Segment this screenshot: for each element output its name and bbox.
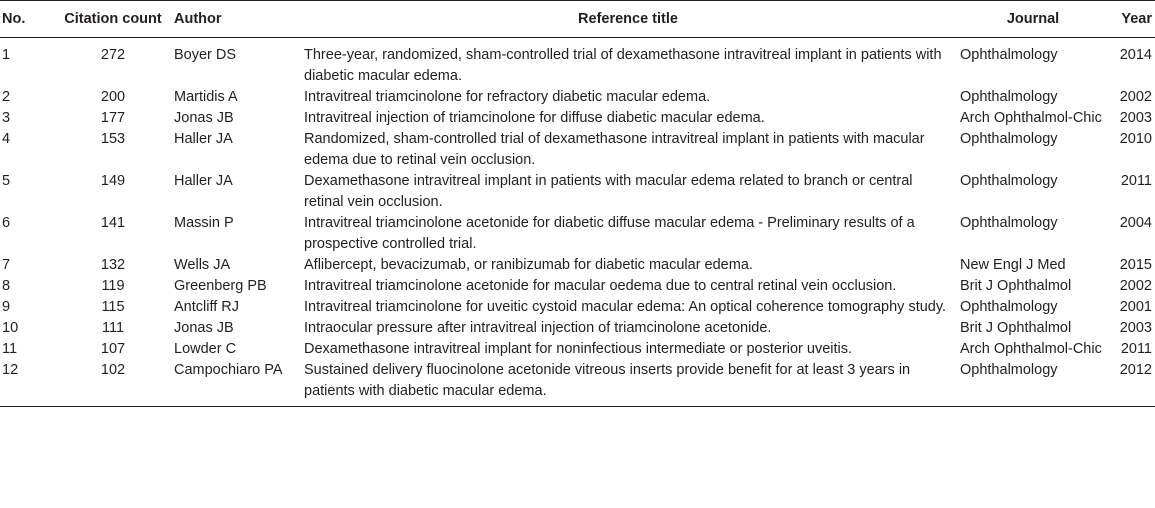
cell-citation-count: 119 — [101, 278, 125, 294]
table-row — [0, 339, 1155, 360]
table-row — [0, 276, 1155, 297]
cell-no: 10 — [2, 320, 19, 336]
cell-year: 2011 — [1120, 173, 1152, 189]
cell-reference-title: Intravitreal injection of triamcinolone for diffuse diabetic macular edema. — [304, 110, 765, 126]
cell-reference-title: Randomized, sham-controlled trial of dexamethasone intravitreal implant in patients with macular edema due to retinal vein occlusion. — [304, 131, 925, 168]
header-citation-count: Citation count — [56, 1, 170, 38]
cell-citation-count: 153 — [100, 131, 126, 147]
cell-citation-count: 149 — [100, 173, 126, 189]
cell-year: 2015 — [1119, 257, 1152, 273]
cell-author: Lowder C — [174, 341, 237, 357]
cell-no: 6 — [2, 215, 11, 231]
cell-author: Jonas JB — [174, 320, 234, 336]
cell-reference-title: Intravitreal triamcinolone for uveitic cystoid macular edema: An optical coherence tomography study. — [304, 299, 947, 315]
cell-no: 3 — [2, 110, 11, 126]
cell-year: 2004 — [1119, 215, 1152, 231]
cell-author: Haller JA — [174, 173, 233, 189]
cell-journal: Ophthalmology — [956, 360, 1110, 407]
cell-citation-count: 200 — [100, 89, 126, 105]
cell-reference-title: Dexamethasone intravitreal implant for noninfectious intermediate or posterior uveitis. — [304, 341, 853, 357]
cell-citation-count: 115 — [101, 299, 125, 315]
header-no: No. — [0, 1, 56, 38]
cell-author: Jonas JB — [174, 110, 234, 126]
cell-reference-title: Dexamethasone intravitreal implant in patients with macular edema related to branch or central retinal vein occlusion. — [304, 173, 913, 210]
cell-year: 2003 — [1119, 320, 1152, 336]
cell-no: 12 — [0, 360, 56, 407]
cell-no: 7 — [2, 257, 11, 273]
table-row — [0, 38, 1155, 88]
cell-year: 2010 — [1119, 131, 1152, 147]
cell-no: 2 — [2, 89, 11, 105]
cell-citation-count: 177 — [100, 110, 126, 126]
cell-reference-title: Three-year, randomized, sham-controlled trial of dexamethasone intravitreal implant in patients with diabetic macular edema. — [304, 47, 942, 84]
table-body — [0, 38, 1155, 407]
cell-reference-title: Intraocular pressure after intravitreal injection of triamcinolone acetonide. — [304, 320, 772, 336]
cell-author: Campochiaro PA — [170, 360, 300, 407]
cell-journal: Ophthalmology — [960, 47, 1058, 63]
cell-journal: Ophthalmology — [960, 215, 1058, 231]
header-reference-title: Reference title — [300, 1, 956, 38]
cell-year: 2002 — [1119, 278, 1152, 294]
cell-author: Massin P — [174, 215, 234, 231]
cell-author: Haller JA — [174, 131, 233, 147]
cell-journal: Ophthalmology — [960, 299, 1058, 315]
cell-year: 2002 — [1119, 89, 1152, 105]
cell-year: 2012 — [1110, 360, 1155, 407]
header-author: Author — [170, 1, 300, 38]
cell-no: 11 — [2, 341, 18, 357]
cell-no: 4 — [2, 131, 11, 147]
cell-reference-title: Intravitreal triamcinolone acetonide for macular oedema due to central retinal vein occlusion. — [304, 278, 897, 294]
cell-journal: Ophthalmology — [960, 89, 1058, 105]
table-row — [0, 318, 1155, 339]
cell-no: 9 — [2, 299, 11, 315]
cell-year: 2001 — [1119, 299, 1152, 315]
header-journal: Journal — [956, 1, 1110, 38]
table-header — [0, 1, 1155, 38]
table-row — [0, 360, 1155, 407]
cell-journal: Ophthalmology — [960, 173, 1058, 189]
cell-no: 1 — [2, 47, 11, 63]
cell-no: 5 — [2, 173, 11, 189]
header-row — [0, 1, 1155, 38]
cell-citation-count: 107 — [100, 341, 126, 357]
cell-no: 8 — [2, 278, 11, 294]
cell-reference-title: Sustained delivery fluocinolone acetonide vitreous inserts provide benefit for at least 3 years in patients with diabetic macular edema. — [300, 360, 956, 407]
cell-journal: Arch Ophthalmol-Chic — [960, 341, 1102, 357]
cell-journal: Brit J Ophthalmol — [960, 320, 1072, 336]
table-row — [0, 171, 1155, 213]
table-row — [0, 255, 1155, 276]
cell-author: Boyer DS — [174, 47, 237, 63]
cell-author: Wells JA — [174, 257, 231, 273]
cell-author: Greenberg PB — [174, 278, 267, 294]
table-row — [0, 213, 1155, 255]
header-year: Year — [1110, 1, 1155, 38]
table-row — [0, 129, 1155, 171]
cell-reference-title: Intravitreal triamcinolone acetonide for diabetic diffuse macular edema - Preliminary results of a prospective controlled trial. — [304, 215, 915, 252]
cell-journal: Arch Ophthalmol-Chic — [960, 110, 1102, 126]
cell-citation-count: 272 — [100, 47, 126, 63]
cell-citation-count: 102 — [56, 360, 170, 407]
cell-author: Antcliff RJ — [174, 299, 240, 315]
cell-year: 2003 — [1119, 110, 1152, 126]
cell-reference-title: Intravitreal triamcinolone for refractory diabetic macular edema. — [304, 89, 711, 105]
table-row — [0, 297, 1155, 318]
table-row — [0, 108, 1155, 129]
cell-year: 2011 — [1120, 341, 1152, 357]
cell-journal: New Engl J Med — [960, 257, 1066, 273]
cell-citation-count: 132 — [100, 257, 126, 273]
cell-citation-count: 111 — [101, 320, 125, 336]
cell-year: 2014 — [1119, 47, 1152, 63]
cell-journal: Brit J Ophthalmol — [960, 278, 1072, 294]
cell-citation-count: 141 — [100, 215, 126, 231]
cell-author: Martidis A — [174, 89, 238, 105]
cell-reference-title: Aflibercept, bevacizumab, or ranibizumab for diabetic macular edema. — [304, 257, 753, 273]
table-row — [0, 87, 1155, 108]
cell-journal: Ophthalmology — [960, 131, 1058, 147]
